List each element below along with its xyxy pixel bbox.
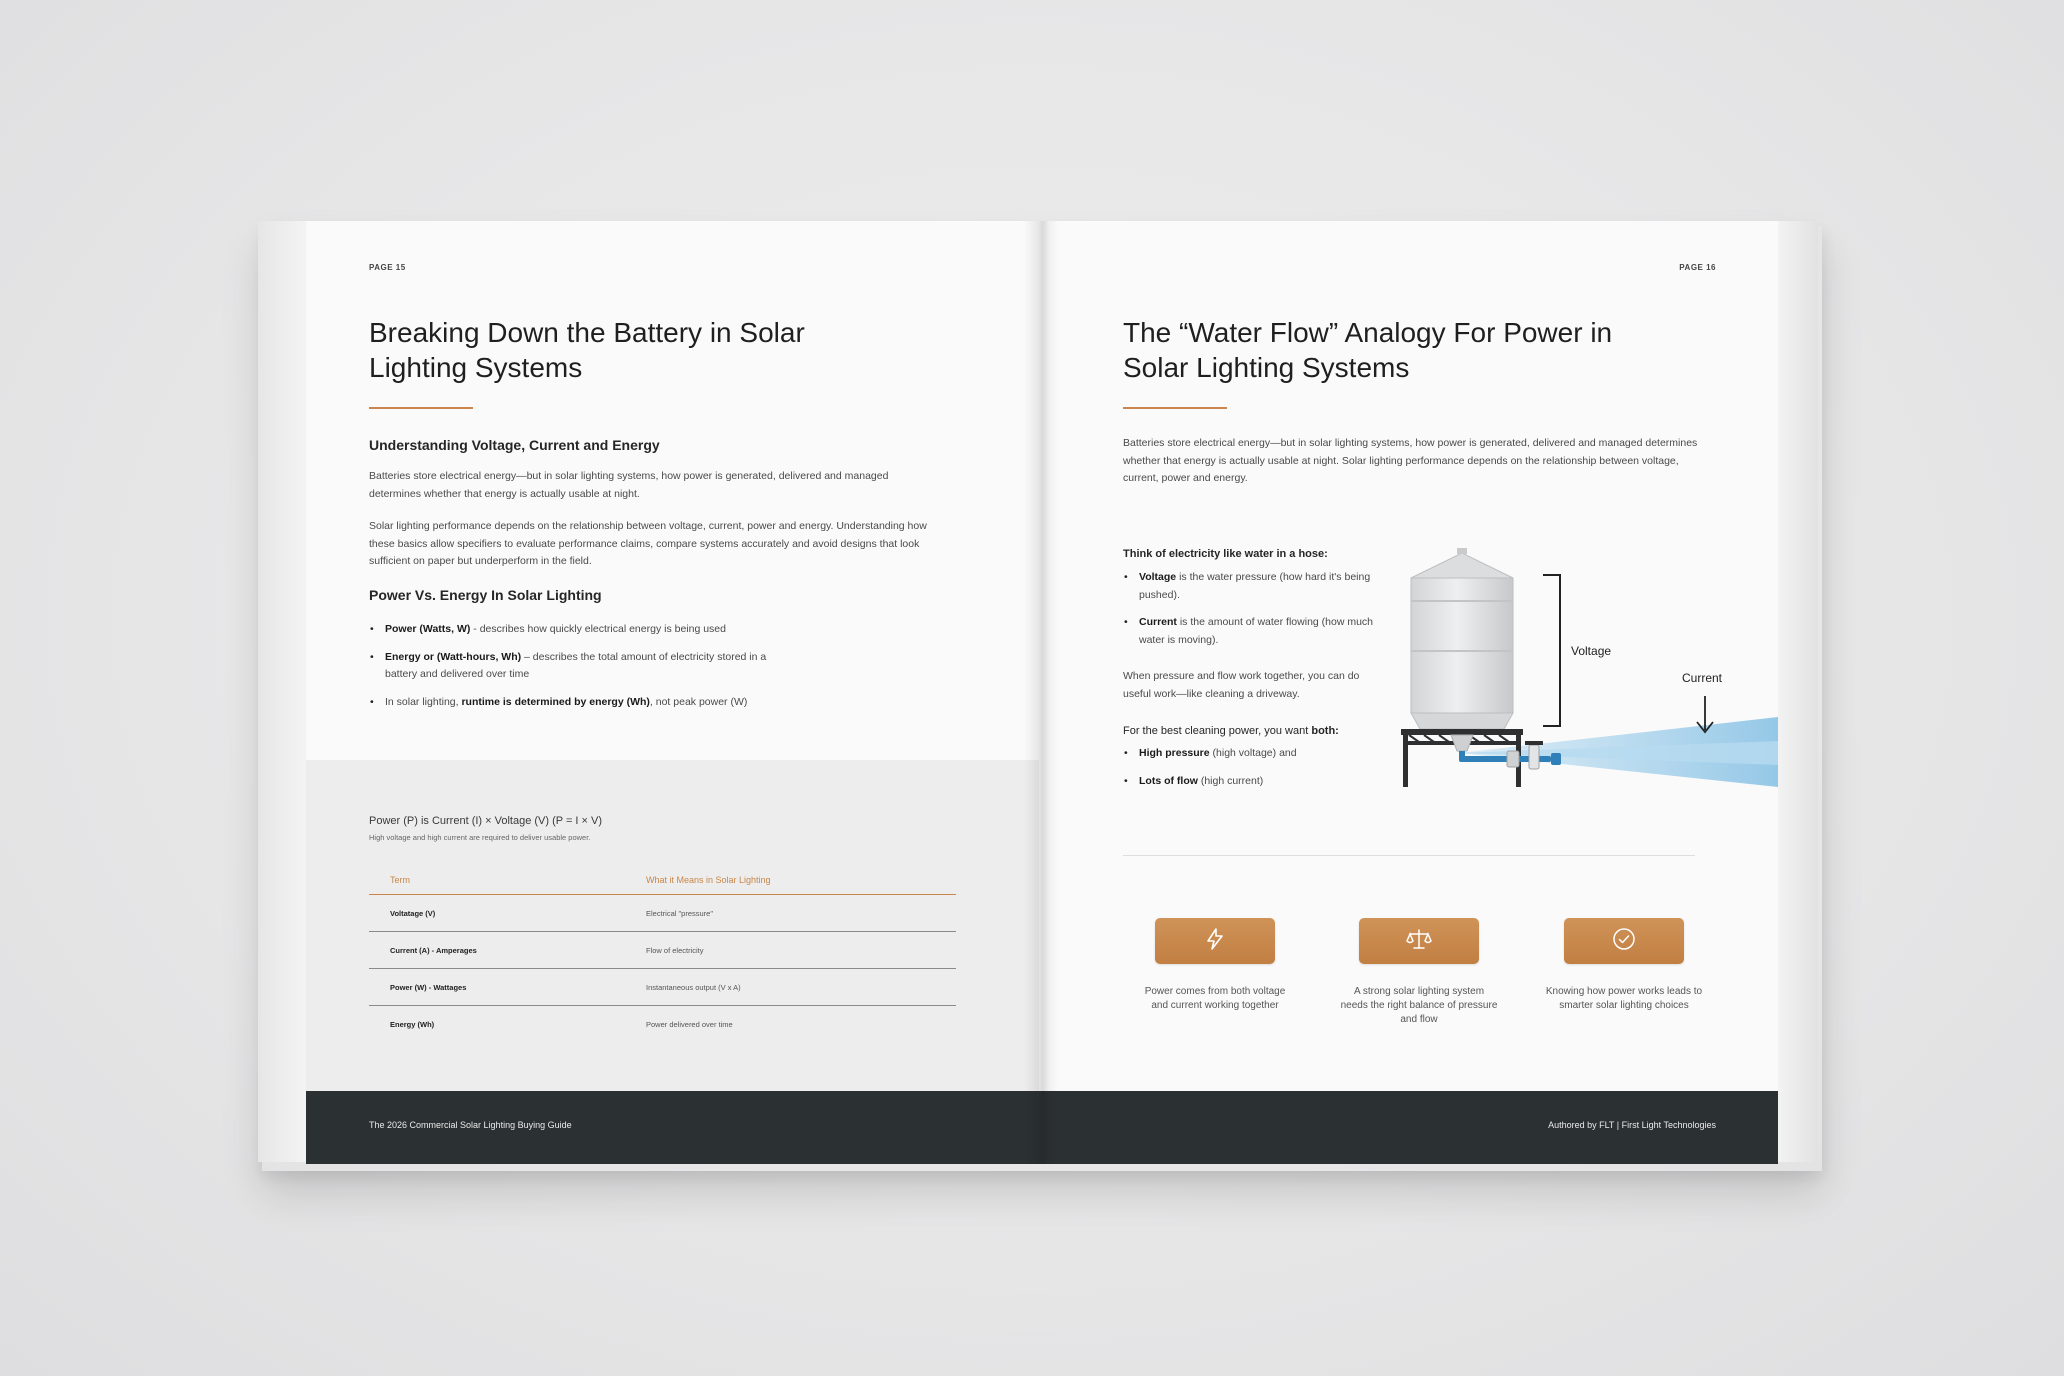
list-item: • In solar lighting, runtime is determined by energy (Wh), not peak power (W): [369, 694, 789, 712]
list-item: • Current is the amount of water flowing (how much water is moving).: [1123, 614, 1373, 649]
tank-body: [1411, 578, 1513, 713]
left-page: [306, 221, 1039, 1164]
intro-paragraph: Batteries store electrical energy—but in solar lighting systems, how power is generated, delivered and managed determines whether that energy is actually usable at night. Solar lighting performance depends on the relationship between voltage, current, power and energy.: [1123, 437, 1698, 484]
valve: [1529, 745, 1539, 769]
page-title: The “Water Flow” Analogy For Power in Solar Lighting Systems: [1123, 317, 1613, 383]
list-item: • Energy or (Watt-hours, Wh) – describes the total amount of electricity stored in a battery and delivered over time: [369, 649, 789, 684]
tile-caption: Power comes from both voltage and current working together: [1144, 986, 1286, 1011]
meaning-cell: Power delivered over time: [646, 1020, 733, 1029]
meaning-cell: Electrical "pressure": [646, 908, 714, 918]
balance-scale-icon: [1406, 927, 1432, 956]
voltage-bracket: [1543, 575, 1560, 726]
left-page-stack-edge: [258, 221, 308, 1162]
table-row: [369, 1006, 956, 1043]
page-number: PAGE 16: [1679, 263, 1716, 272]
table-row: [369, 895, 956, 932]
tile-caption: Knowing how power works leads to smarter solar lighting choices: [1545, 986, 1703, 1011]
intro-paragraph: Batteries store electrical energy—but in solar lighting systems, how power is generated, delivered and managed determines whether that energy is actually usable at night.: [369, 470, 889, 500]
formula-note: High voltage and high current are required to deliver usable power.: [369, 833, 591, 842]
check-circle-icon: [1612, 927, 1636, 956]
term-cell: Voltatage (V): [390, 908, 436, 918]
list-item: • Power (Watts, W) - describes how quickly electrical energy is being used: [369, 621, 789, 639]
power-energy-bullets: [369, 621, 789, 711]
water-flow-diagram: [1039, 221, 1778, 861]
smart-choice-tile: [1564, 918, 1684, 964]
meaning-cell: Instantaneous output (V x A): [646, 982, 741, 992]
list-item: • Voltage is the water pressure (how hard it's being pushed).: [1123, 569, 1373, 604]
tile-caption: A strong solar lighting system needs the right balance of pressure and flow: [1340, 986, 1498, 1025]
power-tile: [1155, 918, 1275, 964]
footer-author: Authored by FLT | First Light Technologies: [1548, 1120, 1716, 1130]
section-divider: [1123, 855, 1695, 856]
balance-tile: [1359, 918, 1479, 964]
list-item: • Lots of flow (high current): [1123, 773, 1373, 791]
term-cell: Current (A) - Amperages: [390, 945, 477, 955]
page-number: PAGE 15: [369, 263, 406, 272]
table-row: [369, 932, 956, 969]
best-power-line: For the best cleaning power, you want both:: [1123, 725, 1339, 737]
current-label: Current: [1682, 671, 1723, 685]
section-heading-understanding: Understanding Voltage, Current and Energy: [369, 437, 660, 453]
tank-cap: [1457, 548, 1467, 554]
meaning-cell: Flow of electricity: [646, 945, 704, 955]
page-footer: [1039, 1091, 1778, 1164]
term-cell: Power (W) - Wattages: [390, 982, 467, 992]
lightning-bolt-icon: [1203, 927, 1227, 956]
tank-bottom: [1411, 713, 1513, 729]
page-title: Breaking Down the Battery in Solar Lighting Systems: [369, 317, 805, 383]
voltage-label: Voltage: [1571, 644, 1612, 658]
table-row: [369, 969, 956, 1006]
hose-heading: Think of electricity like water in a hose:: [1123, 548, 1328, 560]
performance-paragraph: Solar lighting performance depends on the relationship between voltage, current, power and energy. Understanding how these basics allow specifiers to evaluate performance claims, compare systems accurately and avoid designs that look sufficient on paper but underperform in the field.: [369, 520, 927, 567]
right-page-stack-edge: [1772, 221, 1818, 1162]
title-accent-rule: [369, 407, 473, 409]
footer-guide-title: The 2026 Commercial Solar Lighting Buying Guide: [369, 1120, 572, 1130]
terms-table: [369, 865, 956, 1043]
tank-stand-top: [1401, 729, 1523, 735]
hose-nozzle: [1551, 753, 1561, 765]
tank-roof: [1411, 553, 1513, 578]
table-header: [369, 865, 956, 895]
section-heading-power-vs-energy: Power Vs. Energy In Solar Lighting: [369, 587, 602, 603]
power-formula: Power (P) is Current (I) × Voltage (V) (P = I × V): [369, 815, 603, 827]
header-term: Term: [390, 874, 410, 885]
list-item: • High pressure (high voltage) and: [1123, 745, 1373, 763]
right-page: [1039, 221, 1778, 1164]
term-cell: Energy (Wh): [390, 1020, 435, 1029]
work-paragraph: When pressure and flow work together, you can do useful work—like cleaning a driveway.: [1123, 670, 1360, 700]
tank-leg-left: [1403, 735, 1408, 787]
header-meaning: What it Means in Solar Lighting: [646, 874, 771, 885]
page-footer: [306, 1091, 1039, 1164]
